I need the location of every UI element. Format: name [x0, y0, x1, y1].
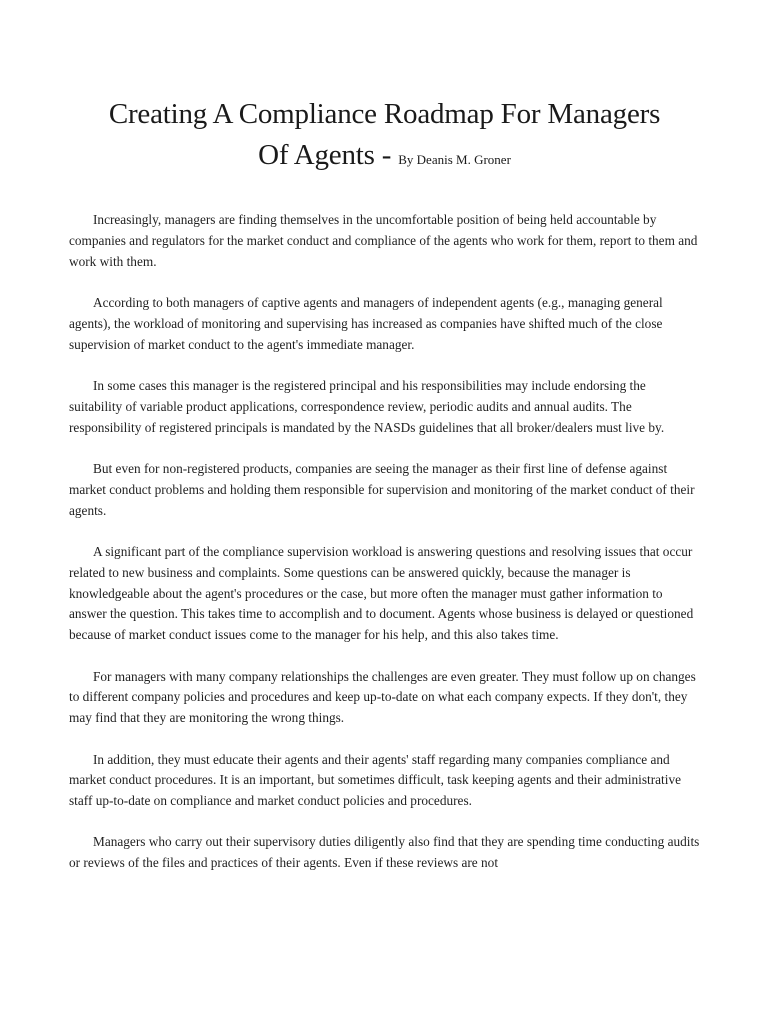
- paragraph-7: In addition, they must educate their agents and their agents' staff regarding many companies compliance and market conduct procedures. It is an important, but sometimes difficult, task keeping agents and their administrative staff up-to-date on compliance and market conduct policies and procedures.: [69, 751, 681, 809]
- paragraph-8: Managers who carry out their supervisory duties diligently also find that they are spending time conducting audits or reviews of the files and practices of their agents. Even if these reviews are not: [69, 834, 700, 871]
- paragraph-1: Increasingly, managers are finding themselves in the uncomfortable position of being held accountable by companies and regulators for the market conduct and compliance of the agents who work for them, report to them and work with them.: [69, 212, 698, 269]
- paragraph-4: But even for non-registered products, companies are seeing the manager as their first line of defense against market conduct problems and holding them responsible for supervision and monitoring of the market conduct of their agents.: [69, 460, 695, 518]
- article-body: [69, 210, 700, 874]
- title-line-2: [69, 135, 700, 180]
- title-line-2-text: Of Agents -: [258, 139, 399, 171]
- title-line-1: Creating A Compliance Roadmap For Managers: [108, 98, 661, 130]
- author-byline: By Deanis M. Groner: [398, 152, 511, 167]
- paragraph-2: According to both managers of captive agents and managers of independent agents (e.g., managing general agents), the workload of monitoring and supervising has increased as companies have shifted much of the close supervision of market conduct to the agent's immediate manager.: [69, 294, 663, 352]
- paragraph-6: For managers with many company relationships the challenges are even greater. They must follow up on changes to different company policies and procedures and keep up-to-date on what each company expects. If they don't, they may find that they are monitoring the wrong things.: [69, 668, 696, 726]
- paragraph-3: In some cases this manager is the registered principal and his responsibilities may include endorsing the suitability of variable product applications, correspondence review, periodic audits and annual audits. The responsibility of registered principals is mandated by the NASDs guidelines that all broker/dealers must live by.: [69, 377, 665, 435]
- document-title: [69, 94, 700, 180]
- paragraph-5: A significant part of the compliance supervision workload is answering questions and resolving issues that occur related to new business and complaints. Some questions can be answered quickly, because the manager is knowledgeable about the agent's procedures or the case, but more often the manager must gather information to answer the question. This takes time to accomplish and to document. Agents whose business is delayed or questioned because of market conduct issues come to the manager for his help, and this also takes time.: [69, 543, 694, 643]
